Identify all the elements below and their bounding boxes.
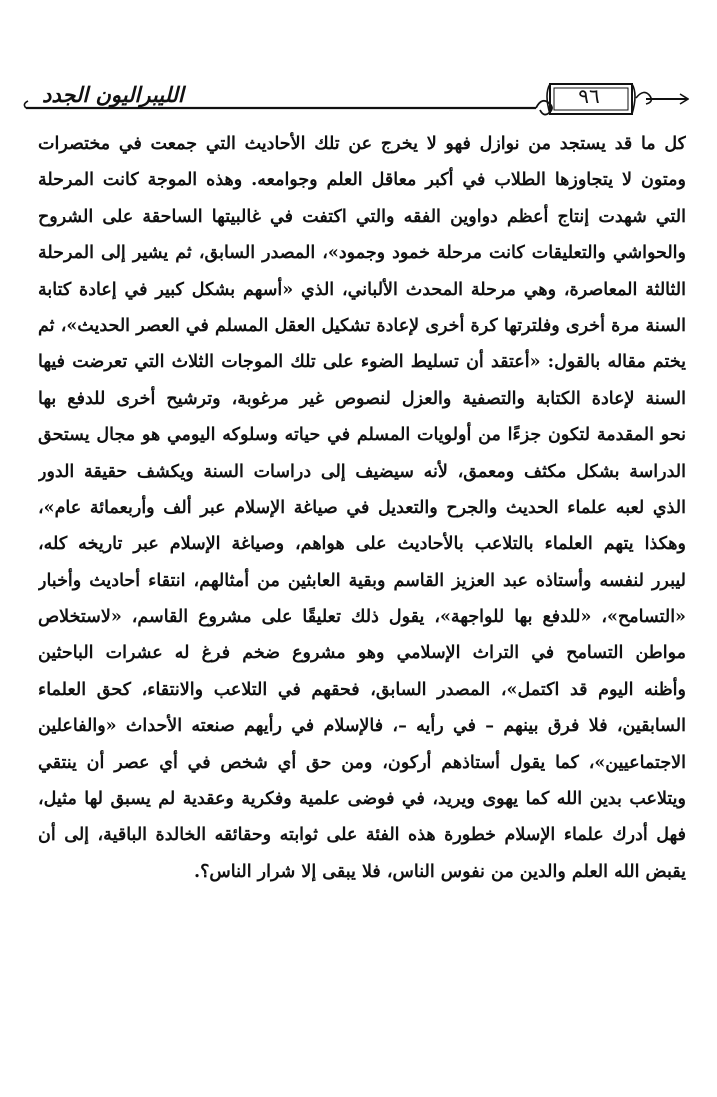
text-line: السنة مرة أخرى وفلترتها كرة أخرى لإعادة تشكيل العقل المسلم في العصر الحديث»، ثم — [38, 315, 686, 336]
text-line: كل ما قد يستجد من نوازل فهو لا يخرج عن تلك الأحاديث التي جمعت في مختصرات — [38, 134, 686, 154]
text-line: فهل أدرك علماء الإسلام خطورة هذه الفئة على ثوابته وحقائقه الخالدة الباقية، إلى أن — [38, 825, 686, 846]
text-line: «التسامح»، «للدفع بها للواجهة»، يقول ذلك تعليقًا على مشروع القاسم، «لاستخلاص — [38, 607, 686, 628]
text-line: نحو المقدمة لتكون جزءًا من أولويات المسلم في حياته وسلوكه اليومي هو مجال يستحق — [38, 425, 686, 446]
text-line: مواطن التسامح في التراث الإسلامي وهو مشروع ضخم فرغ له عشرات الباحثين — [38, 643, 686, 664]
text-line: السابقين، فلا فرق بينهم – في رأيه –، فالإسلام في رأيهم صنعته الأحداث «والفاعلين — [38, 716, 686, 737]
text-line: ويتلاعب بدين الله كما يهوى ويريد، في فوضى علمية وفكرية وعقدية لم يسبق لها مثيل، — [38, 789, 686, 810]
text-line: ليبرر لنفسه وأستاذه عبد العزيز القاسم وبقية العابثين من أمثالهم، انتقاء أحاديث وأخبار — [38, 570, 686, 591]
text-line: وهكذا يتهم العلماء بالتلاعب بالأحاديث على هواهم، وصياغة الإسلام عبر تاريخه كله، — [38, 534, 686, 555]
text-line: الاجتماعيين»، كما يقول أستاذهم أركون، ومن حق أي شخص في أي عصر أن ينتقي — [38, 752, 686, 773]
text-line: الدراسة بشكل مكثف ومعمق، لأنه سيضيف إلى دراسات السنة ويكشف حقيقة الدور — [38, 461, 686, 482]
text-line: يختم مقاله بالقول: «أعتقد أن تسليط الضوء على تلك الموجات الثلاث التي تعرضت فيها — [38, 352, 686, 373]
text-line: الثالثة المعاصرة، وهي مرحلة المحدث الألباني، الذي «أسهم بشكل كبير في إعادة كتابة — [38, 279, 686, 300]
text-line: والحواشي والتعليقات كانت مرحلة خمود وجمود»، المصدر السابق، ثم يشير إلى المرحلة — [38, 243, 686, 264]
running-title: الليبراليون الجدد — [42, 83, 184, 107]
text-line: الذي لعبه علماء الحديث والجرح والتعديل في صياغة الإسلام عبر ألف وأربعمائة عام»، — [38, 497, 686, 518]
text-line: ومتون لا يتجاوزها الطلاب في أكبر معاقل العلم وجوامعه. وهذه الموجة كانت المرحلة — [38, 170, 686, 191]
text-line: يقبض الله العلم والدين من نفوس الناس، فلا يبقى إلا شرار الناس؟. — [194, 861, 686, 882]
text-line: وأظنه اليوم قد اكتمل»، المصدر السابق، فحقهم في التلاعب والانتقاء، كحق العلماء — [38, 679, 686, 700]
text-line: التي شهدت إنتاج أعظم دواوين الفقه والتي اكتفت في غالبيتها الساحقة على الشروح — [38, 206, 686, 227]
body-text — [38, 126, 686, 890]
page-number: ٩٦ — [578, 84, 600, 108]
page-header — [22, 78, 689, 122]
text-line: السنة لإعادة الكتابة والتصفية والعزل لنصوص غير مرغوبة، وترشيح أخرى للدفع بها — [38, 388, 686, 409]
